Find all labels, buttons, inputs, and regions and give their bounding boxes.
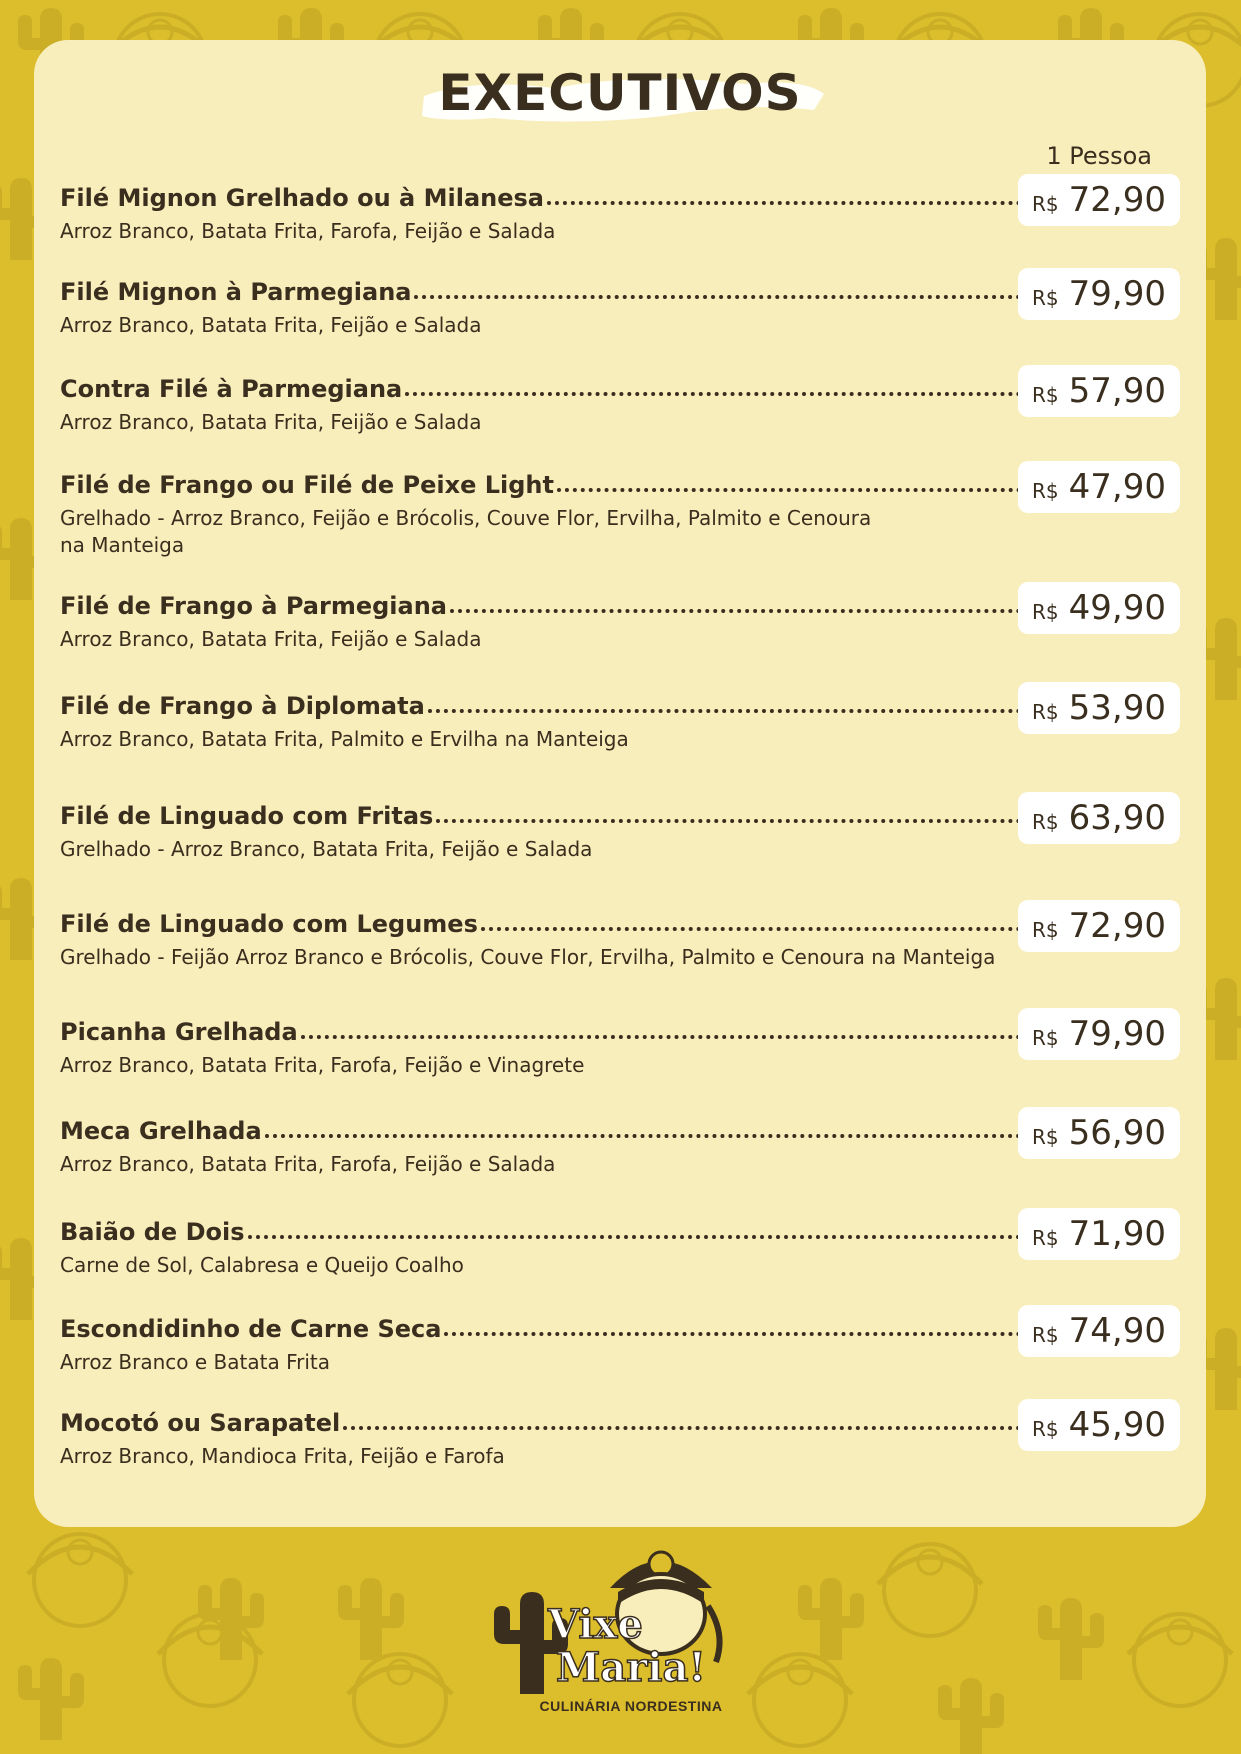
price-value: 49,90 [1068, 588, 1166, 628]
price-currency: R$ [1032, 383, 1059, 407]
price-value: 79,90 [1068, 274, 1166, 314]
price-value: 72,90 [1068, 180, 1166, 220]
menu-item-description: Arroz Branco, Batata Frita, Farofa, Feijão e Salada [60, 1152, 556, 1176]
price-tag [1018, 365, 1180, 417]
price-value: 45,90 [1068, 1405, 1166, 1445]
menu-item-name-line [60, 586, 1045, 620]
dot-leader [547, 201, 1045, 205]
menu-item-name-line [60, 178, 1045, 212]
menu-item-description: Arroz Branco, Mandioca Frita, Feijão e Farofa [60, 1444, 505, 1468]
price-tag [1018, 900, 1180, 952]
price-tag [1018, 174, 1180, 226]
dot-leader [557, 488, 1045, 492]
menu-item-description: Grelhado - Arroz Branco, Batata Frita, Feijão e Salada [60, 837, 593, 861]
price-tag [1018, 268, 1180, 320]
brand-logo [480, 1544, 770, 1724]
price-value: 74,90 [1068, 1311, 1166, 1351]
menu-item-description: Arroz Branco, Batata Frita, Farofa, Feijão e Vinagrete [60, 1053, 585, 1077]
menu-item-name-line [60, 1012, 1045, 1046]
dot-leader [265, 1134, 1045, 1138]
price-value: 47,90 [1068, 467, 1166, 507]
menu-item-name: Filé de Frango à Parmegiana [60, 592, 447, 620]
menu-item-name: Filé de Frango ou Filé de Peixe Light [60, 471, 554, 499]
menu-item-name-line [60, 369, 1045, 403]
dot-leader [481, 927, 1045, 931]
menu-item-name-line [60, 904, 1045, 938]
price-currency: R$ [1032, 600, 1059, 624]
menu-card [34, 40, 1206, 1527]
dot-leader [444, 1332, 1045, 1336]
page-title: EXECUTIVOS [438, 64, 802, 122]
price-value: 71,90 [1068, 1214, 1166, 1254]
menu-item-description: Arroz Branco, Batata Frita, Farofa, Feijão e Salada [60, 219, 556, 243]
dot-leader [414, 295, 1045, 299]
menu-item-description: Arroz Branco, Batata Frita, Feijão e Salada [60, 627, 482, 651]
price-currency: R$ [1032, 1026, 1059, 1050]
menu-item-description: Arroz Branco, Batata Frita, Palmito e Ervilha na Manteiga [60, 727, 629, 751]
price-currency: R$ [1032, 192, 1059, 216]
menu-item-name: Contra Filé à Parmegiana [60, 375, 403, 403]
menu-item-name-line [60, 1403, 1045, 1437]
menu-item-name-line [60, 1212, 1045, 1246]
dot-leader [450, 609, 1045, 613]
price-currency: R$ [1032, 1417, 1059, 1441]
price-tag [1018, 792, 1180, 844]
dot-leader [436, 819, 1045, 823]
menu-item-name: Baião de Dois [60, 1218, 245, 1246]
menu-item-name-line [60, 1111, 1045, 1145]
price-tag [1018, 582, 1180, 634]
price-tag [1018, 1305, 1180, 1357]
menu-item-name: Escondidinho de Carne Seca [60, 1315, 442, 1343]
title-area [34, 40, 1206, 160]
price-currency: R$ [1032, 700, 1059, 724]
price-column-header: 1 Pessoa [1046, 142, 1152, 170]
price-value: 56,90 [1068, 1113, 1166, 1153]
brand-name-line1: Vixe [548, 1601, 643, 1648]
price-currency: R$ [1032, 1125, 1059, 1149]
menu-item-description: Grelhado - Arroz Branco, Feijão e Brócolis, Couve Flor, Ervilha, Palmito e Cenoura na Manteiga [60, 506, 872, 557]
dot-leader [248, 1235, 1046, 1239]
menu-item-name: Meca Grelhada [60, 1117, 262, 1145]
menu-item-description: Arroz Branco, Batata Frita, Feijão e Salada [60, 313, 482, 337]
menu-item-name-line [60, 272, 1045, 306]
price-currency: R$ [1032, 1323, 1059, 1347]
menu-item-name-line [60, 686, 1045, 720]
price-value: 79,90 [1068, 1014, 1166, 1054]
price-value: 57,90 [1068, 371, 1166, 411]
dot-leader [343, 1426, 1045, 1430]
menu-item-description: Carne de Sol, Calabresa e Queijo Coalho [60, 1253, 464, 1277]
price-tag [1018, 1107, 1180, 1159]
menu-item-name-line [60, 465, 1045, 499]
price-tag [1018, 1208, 1180, 1260]
price-currency: R$ [1032, 479, 1059, 503]
price-value: 72,90 [1068, 906, 1166, 946]
menu-item-name: Filé de Frango à Diplomata [60, 692, 425, 720]
menu-item-description: Arroz Branco e Batata Frita [60, 1350, 331, 1374]
price-tag [1018, 1008, 1180, 1060]
menu-item-name: Filé Mignon Grelhado ou à Milanesa [60, 184, 544, 212]
menu-item-name: Filé de Linguado com Legumes [60, 910, 478, 938]
menu-item-name: Mocotó ou Sarapatel [60, 1409, 341, 1437]
price-tag [1018, 1399, 1180, 1451]
menu-item-name: Filé de Linguado com Fritas [60, 802, 434, 830]
menu-item-description: Arroz Branco, Batata Frita, Feijão e Salada [60, 410, 482, 434]
price-value: 63,90 [1068, 798, 1166, 838]
brand-tagline: CULINÁRIA NORDESTINA [539, 1698, 723, 1714]
price-currency: R$ [1032, 286, 1059, 310]
menu-item-name-line [60, 796, 1045, 830]
menu-item-description: Grelhado - Feijão Arroz Branco e Brócolis, Couve Flor, Ervilha, Palmito e Cenoura na Manteiga [60, 945, 996, 969]
dot-leader [428, 709, 1045, 713]
price-currency: R$ [1032, 1226, 1059, 1250]
price-currency: R$ [1032, 918, 1059, 942]
brand-name-line2: Maria! [556, 1644, 706, 1691]
price-currency: R$ [1032, 810, 1059, 834]
dot-leader [301, 1035, 1045, 1039]
menu-item-name: Picanha Grelhada [60, 1018, 298, 1046]
price-value: 53,90 [1068, 688, 1166, 728]
menu-item-name: Filé Mignon à Parmegiana [60, 278, 412, 306]
dot-leader [405, 392, 1045, 396]
price-tag [1018, 461, 1180, 513]
price-tag [1018, 682, 1180, 734]
menu-item-name-line [60, 1309, 1045, 1343]
